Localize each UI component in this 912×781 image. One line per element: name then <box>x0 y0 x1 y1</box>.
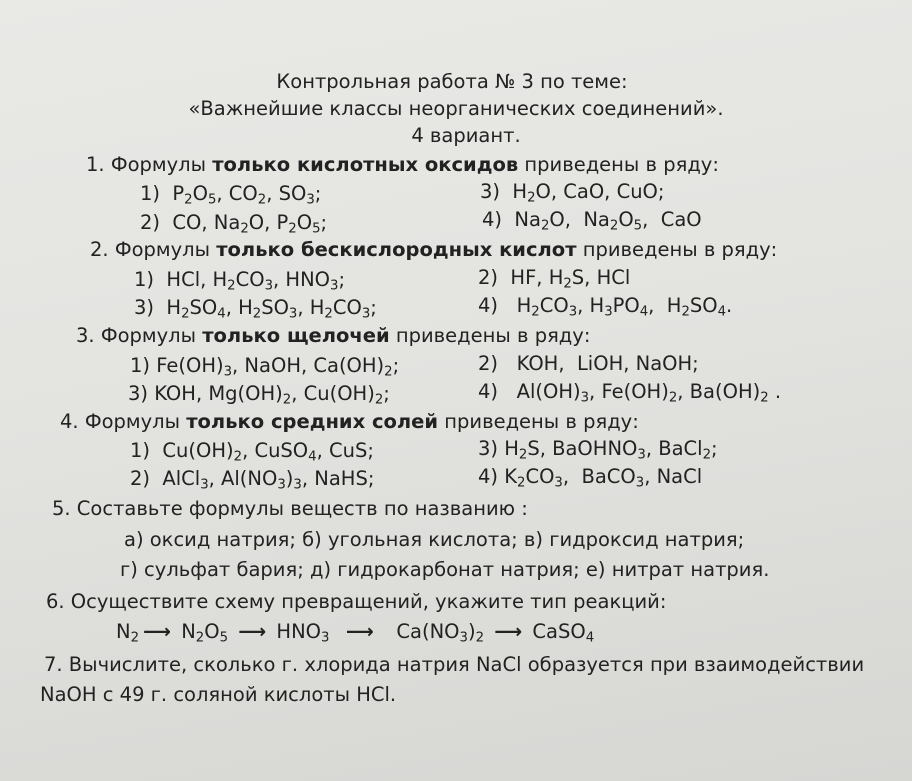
q4-option-1: 1) $Cu(OH)_2$, CuSO$_4$, CuS; <box>130 439 374 465</box>
question-7-line-1: 7. Вычислите, сколько г. хлорида натрия NaCl образуется при взаимодействии <box>44 653 865 676</box>
q1-option-2: 2) CO, $Na_2O$, $P_2O_5$; <box>140 211 328 237</box>
q1-option-4: 4) $Na_2O$, $Na_2O_5$, CaO <box>482 208 702 234</box>
question-5: 5. Составьте формулы веществ по названию : <box>52 497 528 520</box>
q4-option-2: 2) AlCl$_3$, $Al(NO_3)_3$, NaHS; <box>130 467 375 493</box>
question-4: 4. Формулы только средних солей приведены в ряду: <box>60 410 639 433</box>
q2-option-1: 1) HCl, $H_2CO_3$, $HNO_3$; <box>134 268 346 294</box>
question-keyword: только щелочей <box>202 324 390 347</box>
question-number: 3. <box>76 324 95 347</box>
question-6: 6. Осуществите схему превращений, укажите тип реакций: <box>46 590 667 613</box>
q3-option-3: 3) KOH, $Mg(OH)_2$, $Cu(OH)_2$; <box>128 382 390 408</box>
q5-line-2: г) сульфат бария; д) гидрокарбонат натрия; е) нитрат натрия. <box>120 558 770 581</box>
arrow-right-icon: ⟶ <box>238 620 267 643</box>
question-number: 1. <box>86 153 105 176</box>
q2-option-4: 4) $H_2CO_3$, $H_3PO_4$, $H_2SO_4$. <box>478 294 733 320</box>
question-keyword: только кислотных оксидов <box>212 153 519 176</box>
question-7-line-2: NaOH с 49 г. соляной кислоты HCl. <box>40 683 397 706</box>
question-keyword: только средних солей <box>186 410 439 433</box>
question-2: 2. Формулы только бескислородных кислот приведены в ряду: <box>90 238 778 261</box>
question-1: 1. Формулы только кислотных оксидов приведены в ряду: <box>86 153 719 176</box>
q4-option-4: 4) $K_2CO_3$, BaCO$_3$, NaCl <box>478 465 703 491</box>
q1-option-1: 1) $P_2O_5$, $CO_2$, $SO_3$; <box>140 182 322 208</box>
q1-option-3: 3) $H_2O$, CaO, CuO; <box>480 180 665 206</box>
q5-line-1: а) оксид натрия; б) угольная кислота; в) гидроксид натрия; <box>124 528 745 551</box>
reaction-scheme: $N_2$ ⟶ $N_2O_5$ ⟶ $HNO_3$ ⟶ $Ca(NO_3)_2$ ⟶ CaSO$_4$ <box>116 620 595 646</box>
question-3: 3. Формулы только щелочей приведены в ряду: <box>76 324 591 347</box>
q2-option-3: 3) $H_2SO_4$, $H_2SO_3$, $H_2CO_3$; <box>134 296 377 322</box>
variant-label: 4 вариант. <box>411 124 521 147</box>
q2-option-2: 2) HF, $H_2S$, HCl <box>478 266 631 292</box>
q3-option-2: 2) KOH, LiOH, NaOH; <box>478 352 699 375</box>
q4-option-3: 3) $H_2S$, BaOHNO$_3$, BaCl$_2$; <box>478 437 718 463</box>
question-number: 2. <box>90 238 109 261</box>
arrow-right-icon: ⟶ <box>143 620 171 643</box>
question-keyword: только бескислородных кислот <box>216 238 577 261</box>
arrow-right-icon: ⟶ <box>494 620 523 643</box>
worksheet-topic: «Важнейшие классы неорганических соединений». <box>188 97 724 120</box>
question-number: 4. <box>60 410 79 433</box>
arrow-right-icon: ⟶ <box>345 620 374 643</box>
q3-option-1: 1) $Fe(OH)_3$, NaOH, $Ca(OH)_2$; <box>130 354 400 380</box>
worksheet-title: Контрольная работа № 3 по теме: <box>276 70 628 93</box>
q3-option-4: 4) $Al(OH)_3$, $Fe(OH)_2$, $Ba(OH)_2$ . <box>478 380 782 406</box>
